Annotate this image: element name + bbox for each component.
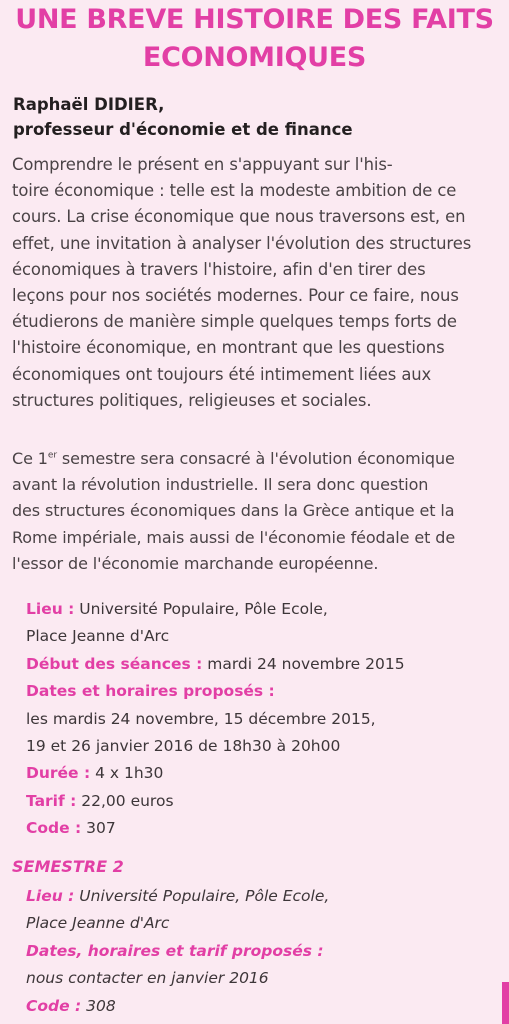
semester1-line: l'essor de l'économie marchande européenne. (12, 553, 379, 573)
duree-row (26, 760, 405, 787)
semester1-line: des structures économiques dans la Grèce antique et la (12, 501, 455, 521)
lieu-label: Lieu : (26, 887, 75, 905)
semester1-line: avant la révolution industrielle. Il sera donc question (12, 475, 429, 495)
lieu-value-2: Place Jeanne d'Arc (26, 914, 170, 933)
intro-line: effet, une invitation à analyser l'évolution des structures (12, 233, 472, 253)
semester2-info (26, 883, 329, 1020)
dates-label: Dates, horaires et tarif proposés : (26, 941, 324, 960)
lieu-row (26, 883, 329, 910)
lieu-value-2: Place Jeanne d'Arc (26, 627, 170, 646)
dates-value-1: les mardis 24 novembre, 15 décembre 2015, (26, 709, 376, 728)
code-row (26, 815, 405, 842)
intro-line: leçons pour nos sociétés modernes. Pour ce faire, nous (12, 286, 459, 306)
dates-row (26, 938, 329, 965)
semester1-info (26, 596, 405, 843)
intro-line: économiques à travers l'histoire, afin d'en tirer des (12, 259, 426, 279)
debut-label: Début des séances : (26, 654, 203, 673)
page-edge-marker (502, 982, 509, 1024)
semester1-paragraph (12, 446, 499, 577)
intro-line: étudierons de manière simple quelques temps forts de (12, 312, 457, 332)
semester1-line: Rome impériale, mais aussi de l'économie féodale et de (12, 527, 456, 547)
dates-value-row (26, 965, 329, 992)
dates-value-row-1 (26, 706, 405, 733)
lieu-value: Université Populaire, Pôle Ecole, (74, 600, 328, 618)
lieu-row-2 (26, 623, 405, 650)
intro-line: structures politiques, religieuses et sociales. (12, 390, 372, 410)
tarif-row (26, 788, 405, 815)
code-value: 308 (81, 996, 116, 1015)
course-title-line-1: UNE BREVE HISTOIRE DES FAITS (15, 4, 494, 35)
dates-row (26, 678, 405, 705)
code-label: Code : (26, 819, 82, 838)
duree-label: Durée : (26, 764, 91, 783)
tarif-value: 22,00 euros (76, 791, 174, 810)
course-title-line-2: ECONOMIQUES (142, 42, 367, 73)
tarif-label: Tarif : (26, 791, 77, 810)
author-name: Raphaël DIDIER, (13, 95, 165, 114)
lieu-value: Université Populaire, Pôle Ecole, (74, 887, 330, 905)
duree-value: 4 x 1h30 (90, 764, 164, 783)
semester1-prefix: Ce 1 (12, 449, 48, 468)
intro-paragraph (12, 152, 499, 414)
lieu-row (26, 596, 405, 623)
dates-value: nous contacter en janvier 2016 (26, 969, 269, 988)
intro-line: l'histoire économique, en montrant que les questions (12, 338, 445, 358)
dates-value-row-2 (26, 733, 405, 760)
code-row (26, 993, 329, 1020)
lieu-label: Lieu : (26, 600, 75, 618)
debut-row (26, 651, 405, 678)
semester2-heading: SEMESTRE 2 (12, 857, 124, 876)
intro-line: économiques ont toujours été intimement liées aux (12, 364, 432, 384)
intro-line: Comprendre le présent en s'appuyant sur l'his- (12, 155, 393, 174)
semester1-line (12, 446, 499, 472)
dates-label: Dates et horaires proposés : (26, 682, 275, 701)
lieu-row-2 (26, 910, 329, 937)
code-label: Code : (26, 996, 82, 1015)
author-role: professeur d'économie et de finance (13, 120, 353, 139)
ordinal-superscript: er (47, 450, 57, 461)
intro-line: toire économique : telle est la modeste ambition de ce (12, 181, 457, 201)
debut-value: mardi 24 novembre 2015 (202, 654, 405, 673)
semester1-suffix: semestre sera consacré à l'évolution économique (56, 449, 455, 468)
dates-value-2: 19 et 26 janvier 2016 de 18h30 à 20h00 (26, 736, 341, 755)
code-value: 307 (81, 819, 116, 838)
intro-line: cours. La crise économique que nous traversons est, en (12, 207, 466, 227)
